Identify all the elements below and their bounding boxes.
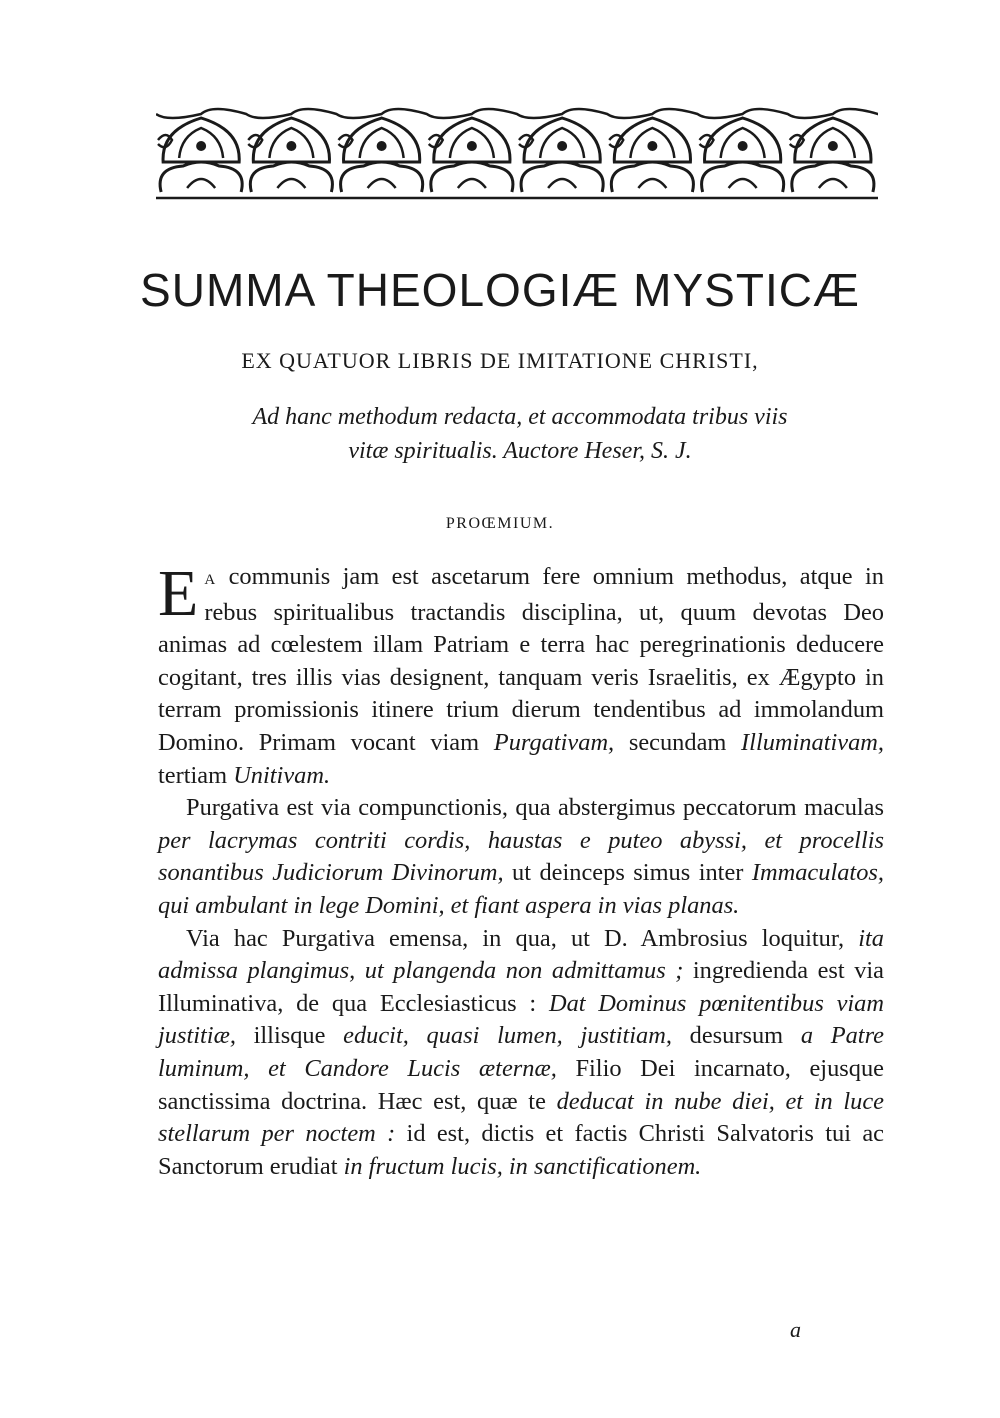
ornament-inner-lobe bbox=[458, 179, 486, 188]
ornament-inner-lobe bbox=[729, 179, 757, 188]
ornament-arch bbox=[163, 118, 239, 162]
italic-run: Unitivam. bbox=[233, 761, 331, 789]
italic-run: deducat in nube diei, et in luce stellarum per noctem : bbox=[158, 1087, 884, 1148]
ornament-dot bbox=[286, 141, 296, 151]
ornament-lobe bbox=[611, 162, 693, 192]
paragraph-1 bbox=[158, 557, 884, 792]
italic-run: in fructum lucis, in sanctificationem. bbox=[343, 1152, 702, 1180]
text-run: communis jam est ascetarum fere omnium methodus, atque in rebus spiritualibus tractandis disciplina, ut, quum devotas Deo animas ad cœlestem illam Patriam e terra hac peregrinationis deducere cogitant, tres illis vias designent, tanquam veris Israelitis, ex Ægypto in terram promissionis itinere trium dierum tendentibus ad immolandum Domino. Primam vocant viam bbox=[158, 563, 884, 756]
ornament-dot bbox=[647, 141, 657, 151]
ornament-lobe bbox=[792, 162, 874, 192]
text-run: ut deinceps simus inter bbox=[503, 859, 752, 887]
italic-run: Dat Dominus pœnitentibus viam justitiæ, bbox=[158, 989, 884, 1050]
text-run: id est, dictis et factis Christi Salvatoris tui ac Sanctorum erudiat bbox=[158, 1120, 884, 1180]
ornament-inner-lobe bbox=[277, 179, 305, 188]
ornament-lobe bbox=[431, 162, 513, 192]
paragraph-2 bbox=[158, 792, 884, 922]
ornament-arch bbox=[253, 118, 329, 162]
ornament-arch bbox=[434, 118, 510, 162]
ornament-dot bbox=[828, 141, 838, 151]
text-run: Filio Dei incarnato, ejusque sanctissima doctrina. Hæc est, quæ te bbox=[158, 1054, 884, 1115]
italic-line-1: Ad hanc methodum redacta, et accommodata tribus viis bbox=[252, 404, 788, 430]
ornament-dot bbox=[557, 141, 567, 151]
ornament-scroll-line bbox=[156, 109, 878, 118]
ornament-arch bbox=[795, 118, 871, 162]
italic-line-2: vitæ spiritualis. Auctore Heser, S. J. bbox=[348, 438, 692, 464]
ornament-dot bbox=[467, 141, 477, 151]
italic-subtitle bbox=[160, 400, 880, 468]
ornament-arch bbox=[614, 118, 690, 162]
text-run: ingredienda est via Illuminativa, de qua Ecclesiasticus : bbox=[158, 957, 884, 1017]
ornament-lobe bbox=[521, 162, 603, 192]
ornament-inner-lobe bbox=[368, 179, 396, 188]
page-title: SUMMA THEOLOGIÆ MYSTICÆ bbox=[140, 264, 860, 316]
ornament-inner-lobe bbox=[187, 179, 215, 188]
subtitle: EX QUATUOR LIBRIS DE IMITATIONE CHRISTI, bbox=[241, 348, 759, 373]
signature-mark: a bbox=[790, 1317, 801, 1342]
ornament-dot bbox=[738, 141, 748, 151]
small-caps-letter: A bbox=[204, 572, 217, 588]
italic-run: Immaculatos, qui ambulant in lege Domini, et fiant aspera in vias planas. bbox=[158, 859, 884, 919]
italic-run: ita admissa plangimus, ut plangenda non admittamus ; bbox=[158, 924, 884, 985]
italic-run: a Patre luminum, et Candore Lucis æternæ, bbox=[158, 1022, 884, 1082]
text-run: tertiam bbox=[158, 761, 234, 789]
paragraph-3 bbox=[158, 923, 884, 1184]
drop-cap: E bbox=[158, 557, 199, 630]
ornament-dot bbox=[196, 141, 206, 151]
text-run: Via hac Purgativa emensa, in qua, ut D. Ambrosius loquitur, bbox=[186, 924, 859, 952]
section-heading: PROŒMIUM. bbox=[445, 515, 555, 532]
ornament-inner-lobe bbox=[548, 179, 576, 188]
text-run: Purgativa est via compunctionis, qua abstergimus peccatorum maculas bbox=[186, 794, 884, 822]
ornament-dot bbox=[377, 141, 387, 151]
text-run: desursum bbox=[671, 1022, 801, 1050]
italic-run: Illuminativam, bbox=[741, 728, 884, 756]
ornament-lobe bbox=[702, 162, 784, 192]
ornament-arch bbox=[705, 118, 781, 162]
ornament-arch bbox=[524, 118, 600, 162]
body-text bbox=[158, 557, 884, 1183]
italic-run: per lacrymas contriti cordis, haustas e puteo abyssi, et procellis sonantibus Judiciorum Divinorum, bbox=[158, 826, 884, 887]
ornamental-header-band bbox=[156, 100, 878, 200]
ornament-lobe bbox=[250, 162, 332, 192]
ornament-arch bbox=[344, 118, 420, 162]
ornament-inner-lobe bbox=[819, 179, 847, 188]
italic-run: Purgativam, bbox=[493, 728, 615, 756]
text-run: secundam bbox=[614, 728, 742, 756]
ornament-lobe bbox=[160, 162, 242, 192]
text-run: illisque bbox=[235, 1022, 344, 1050]
ornament-lobe bbox=[341, 162, 423, 192]
ornament-inner-lobe bbox=[638, 179, 666, 188]
italic-run: educit, quasi lumen, justitiam, bbox=[343, 1022, 672, 1050]
